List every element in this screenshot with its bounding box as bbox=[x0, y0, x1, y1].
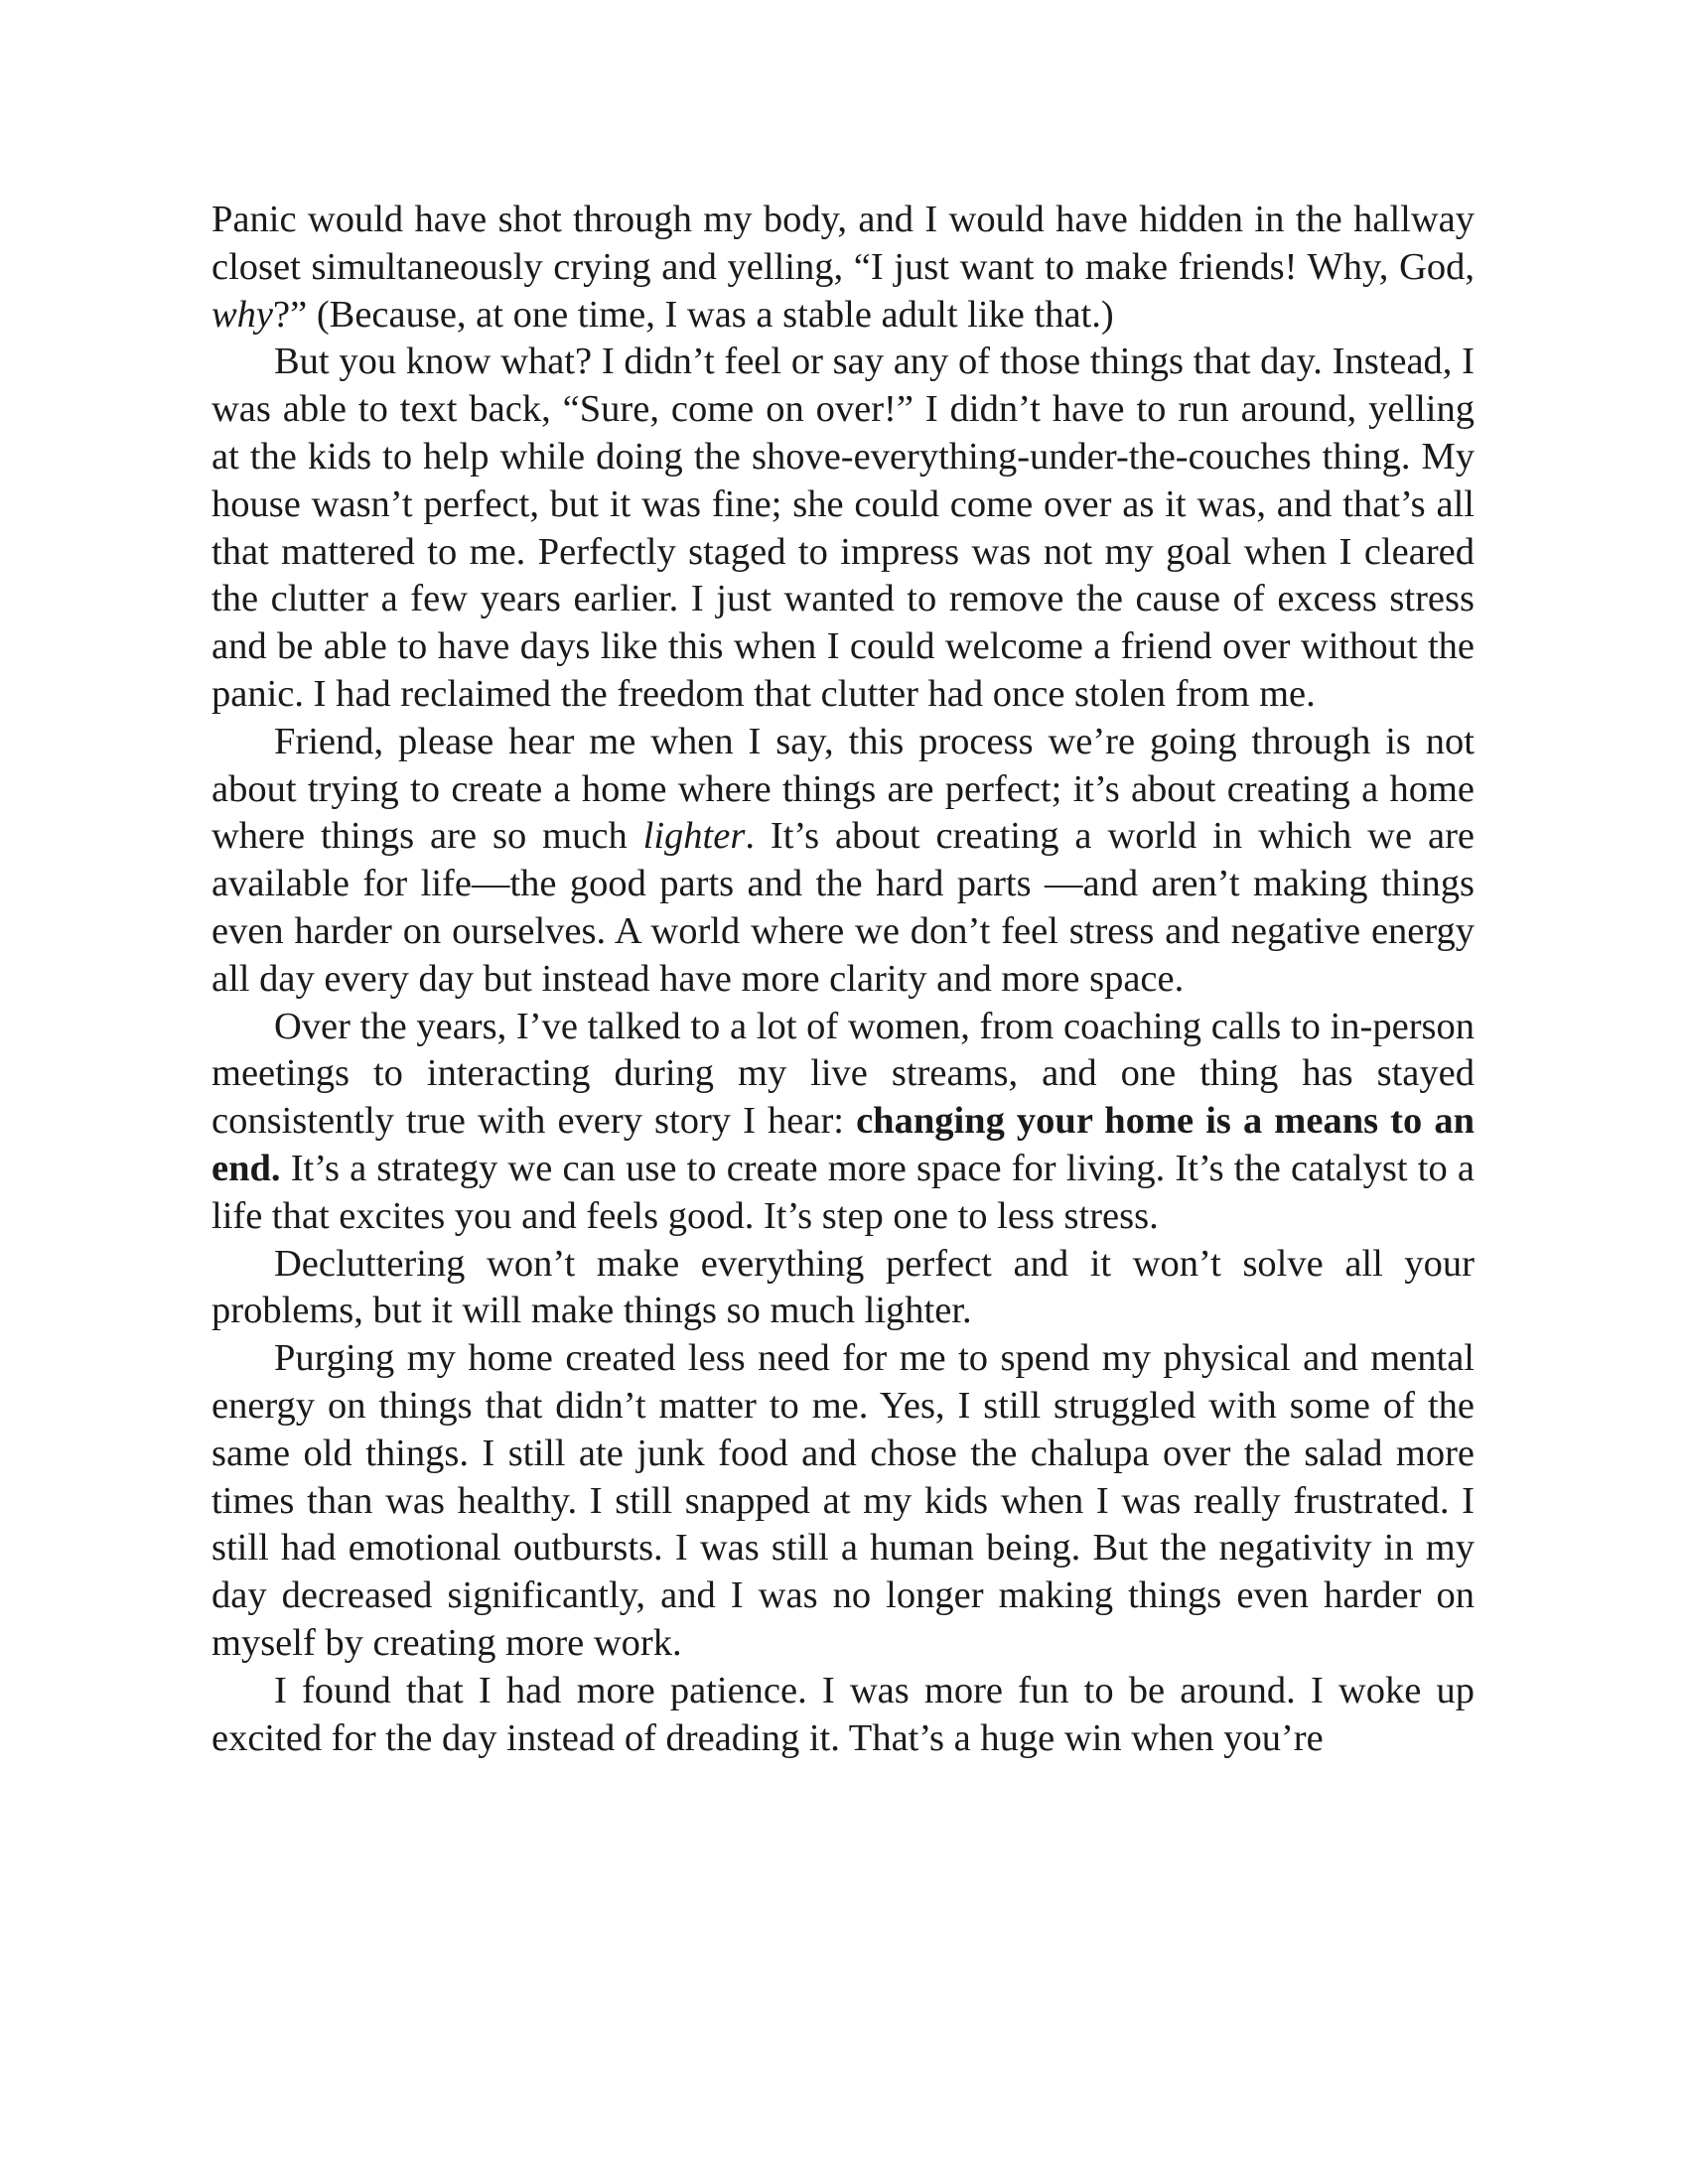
text-run: Over the years, I’ve talked to a lot of women, from coaching calls to in-person meetings to interacting during my live streams, and one thing has stayed consistently true with every story I hear: bbox=[211, 1005, 1475, 1143]
paragraph-1 bbox=[211, 197, 1475, 339]
paragraph-6 bbox=[211, 1335, 1475, 1668]
bold-text: changing your home is a means to an end. bbox=[211, 1100, 1475, 1189]
text-run: . It’s about creating a world in which we are available for life—the good parts and the hard parts —and aren’t making things even harder on ourselves. A world where we don’t feel stress and negative energy all day every day but instead have more clarity and more space. bbox=[211, 815, 1475, 1000]
text-run: Decluttering won’t make everything perfect and it won’t solve all your problems, but it will make things so much lighter. bbox=[211, 1242, 1475, 1332]
text-run: Purging my home created less need for me to spend my physical and mental energy on things that didn’t matter to me. Yes, I still struggled with some of the same old things. I still ate junk food and chose the chalupa over the salad more times than was healthy. I still snapped at my kids when I was really frustrated. I still had emotional outbursts. I was still a human being. But the negativity in my day decreased significantly, and I was no longer making things even harder on myself by creating more work. bbox=[211, 1337, 1475, 1664]
emphasis-text: lighter bbox=[642, 815, 746, 858]
emphasis-text: why bbox=[211, 293, 274, 336]
text-run: ?” (Because, at one time, I was a stable adult like that.) bbox=[273, 293, 1114, 336]
paragraph-5 bbox=[211, 1241, 1475, 1336]
text-run: It’s a strategy we can use to create more space for living. It’s the catalyst to a life that excites you and feels good. It’s step one to less stress. bbox=[211, 1147, 1475, 1237]
paragraph-7 bbox=[211, 1668, 1475, 1763]
paragraph-4 bbox=[211, 1004, 1475, 1241]
document-page bbox=[211, 197, 1475, 1762]
text-run: But you know what? I didn’t feel or say any of those things that day. Instead, I was able to text back, “Sure, come on over!” I didn’t have to run around, yelling at the kids to help while doing the shove-everything-under-the-couches thing. My house wasn’t perfect, but it was fine; she could come over as it was, and that’s all that mattered to me. Perfectly staged to impress was not my goal when I cleared the clutter a few years earlier. I just wanted to remove the cause of excess stress and be able to have days like this when I could welcome a friend over without the panic. I had reclaimed the freedom that clutter had once stolen from me. bbox=[211, 341, 1475, 715]
text-run: I found that I had more patience. I was more fun to be around. I woke up excited for the day instead of dreading it. That’s a huge win when you’re bbox=[211, 1669, 1475, 1759]
paragraph-3 bbox=[211, 719, 1475, 1004]
paragraph-2 bbox=[211, 339, 1475, 718]
text-run: Panic would have shot through my body, and I would have hidden in the hallway closet simultaneously crying and yelling, “I just want to make friends! Why, God, bbox=[211, 199, 1475, 288]
text-run: Friend, please hear me when I say, this process we’re going through is not about trying to create a home where things are perfect; it’s about creating a home where things are so much bbox=[211, 720, 1475, 858]
